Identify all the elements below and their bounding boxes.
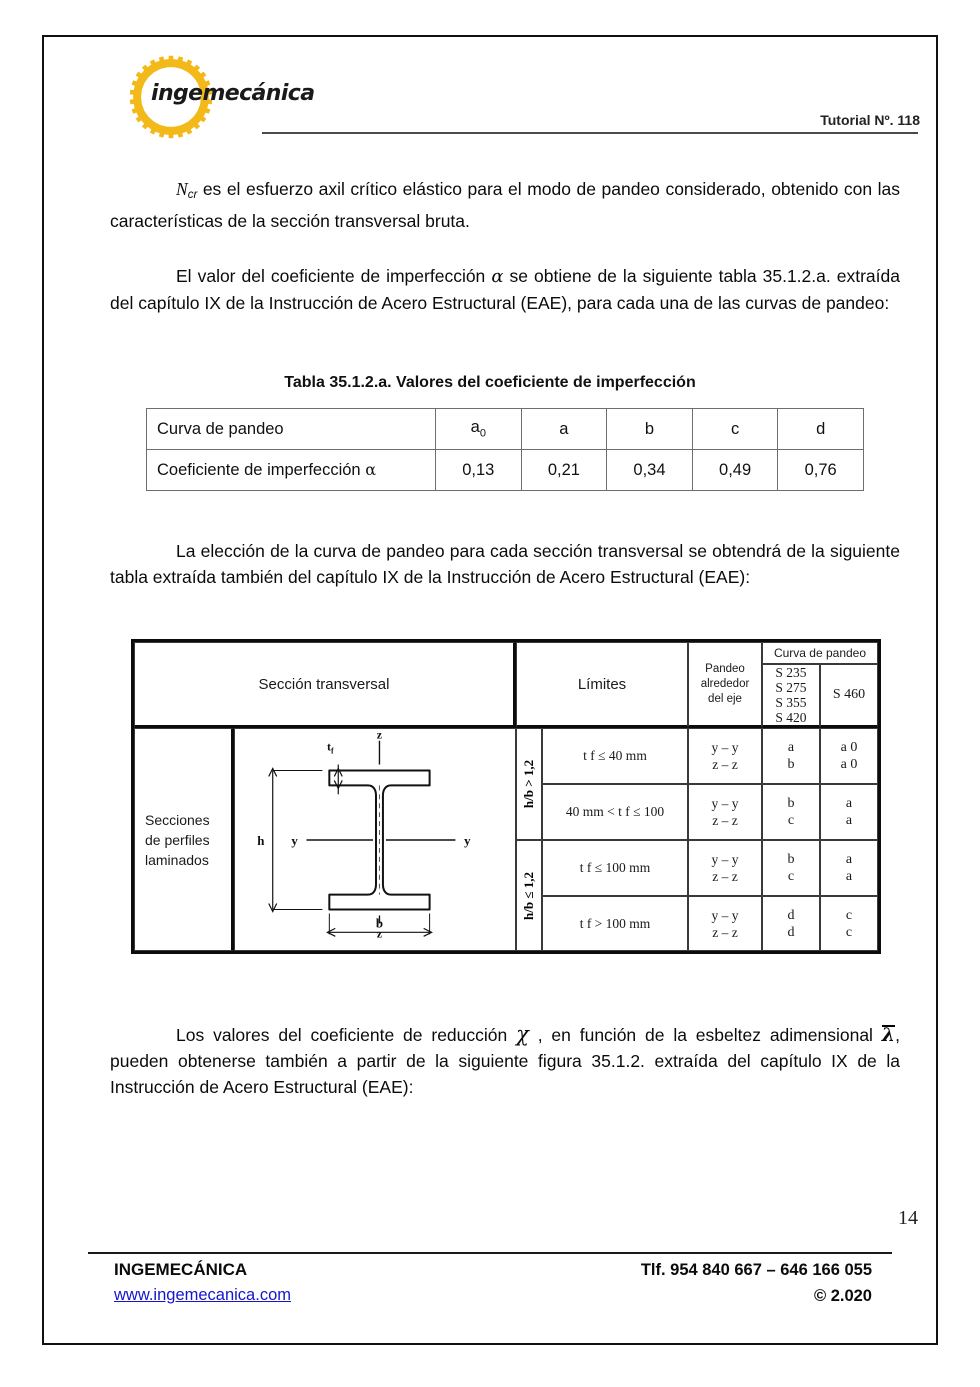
group-line2: de perfiles [145,831,210,848]
table2-limit-1: t f ≤ 40 mm [542,728,688,784]
paragraph-chi-text-a: Los valores del coeficiente de reducción [176,1025,517,1045]
page-footer [88,1258,892,1328]
paragraph-chi-text-b: , en función de la esbeltez adimensional [528,1025,882,1045]
table1-row-label-curva: Curva de pandeo [147,409,436,450]
table2-header-curva-pandeo: Curva de pandeo [762,642,878,664]
steel-s355: S 355 [775,695,807,710]
table2-axis-3: y – y z – z [688,840,762,896]
table2-limit-2: 40 mm < t f ≤ 100 [542,784,688,840]
table2-header-limites: Límites [516,642,688,728]
label-z-top: z [376,728,383,742]
table2-axis-2: y – y z – z [688,784,762,840]
table2-curve-group-3: b c [762,840,820,896]
table2-limit-4: t f > 100 mm [542,896,688,951]
table-coeficiente-imperfeccion [146,408,864,491]
alpha-symbol: α [491,266,504,287]
table2-curve-group-4: d d [762,896,820,951]
paragraph-chi-text-c: , pueden obtenerse también a partir de la siguiente figura 35.1.2. extraída del capítulo IX de la Instrucción de Acero Estructural (EAE): [110,1025,900,1097]
table1-row-label-coef: Coeficiente de imperfección α [147,450,436,491]
table2-curve-s460-4: c c [820,896,878,951]
group-line3: laminados [145,851,209,868]
table1-value-3: 0,49 [692,450,778,491]
label-z-bottom: z [376,926,383,941]
label-y-left: y [291,833,298,848]
table2-row-group-label [134,728,234,951]
table1-caption: Tabla 35.1.2.a. Valores del coeficiente de imperfección [284,374,696,391]
group-line1: Secciones [145,811,210,828]
table1-curve-a0: $a_0$ [436,409,522,450]
table-row [147,409,864,450]
footer-divider [88,1252,892,1254]
table-curvas-pandeo [131,639,881,954]
footer-copyright: © 2.020 [813,1287,872,1305]
paragraph-alpha [110,263,900,316]
table1-value-0: 0,13 [436,450,522,491]
table2-axis-4: y – y z – z [688,896,762,951]
i-beam-cross-section-figure [234,728,516,951]
label-tf: $t_f$ [327,739,334,756]
table1-curve-c: c [692,409,778,450]
table2-header-pandeo [688,642,762,728]
page-header [42,35,938,145]
label-h: h [257,833,265,848]
steel-s235: S 235 [775,665,807,680]
table2-axis-1: y – y z – z [688,728,762,784]
page-number: 14 [898,1207,918,1229]
table1-curve-a: a [521,409,607,450]
ingemecanica-logo [127,53,315,143]
steel-s420: S 420 [775,710,807,725]
footer-website-link[interactable]: www.ingemecanica.com [114,1286,291,1304]
table1-value-1: 0,21 [521,450,607,491]
paragraph-alpha-text-b: se obtiene de la siguiente tabla 35.1.2.a. extraída del capítulo IX de la Instrucción de Acero Estructural (EAE), para cada una de las curvas de pandeo: [110,266,900,313]
paragraph-ncr [110,176,900,234]
table2-ratio-label-1: h/b > 1,2 [516,728,542,840]
table2-ratio-label-2: h/b ≤ 1,2 [516,840,542,951]
alpha-symbol: α [365,460,377,479]
header-divider [262,132,918,134]
lambda-bar-symbol: λ [881,1024,896,1046]
pandeo-line3: del eje [708,692,742,705]
table1-curve-d: d [778,409,864,450]
i-beam-svg [235,728,515,951]
table2-header-steel-group [762,664,820,728]
table1-value-2: 0,34 [607,450,693,491]
paragraph-alpha-text-a: El valor del coeficiente de imperfección [176,266,492,286]
table2-curve-group-1: a b [762,728,820,784]
table2-curve-s460-1: a 0 a 0 [820,728,878,784]
table1-curve-b: b [607,409,693,450]
paragraph-ncr-text: es el esfuerzo axil crítico elástico para el modo de pandeo considerado, obtenido con las características de la sección transversal bruta. [110,179,900,231]
table-row [147,450,864,491]
ncr-subscript: cr [187,188,198,201]
steel-s275: S 275 [775,680,807,695]
table2-curve-group-2: b c [762,784,820,840]
pandeo-line1: Pandeo [705,662,745,675]
chi-symbol: χ [516,1022,529,1046]
paragraph-eleccion [110,538,900,590]
table2-header-seccion: Sección transversal [134,642,516,728]
paragraph-eleccion-text: La elección de la curva de pandeo para cada sección transversal se obtendrá de la siguiente tabla extraída también del capítulo IX de la Instrucción de Acero Estructural (EAE): [110,541,900,587]
table2-curve-s460-3: a a [820,840,878,896]
table2-limit-3: t f ≤ 100 mm [542,840,688,896]
ncr-symbol: N [176,179,188,199]
table2-header-steel-s460: S 460 [820,664,878,728]
footer-phone: Tlf. 954 840 667 – 646 166 055 [640,1261,872,1279]
label-y-right: y [464,833,471,848]
table1-value-4: 0,76 [778,450,864,491]
table2-curve-s460-2: a a [820,784,878,840]
footer-company-name: INGEMECÁNICA [114,1260,248,1279]
logo-wordmark: ingemecánica [151,81,315,106]
paragraph-chi [110,1021,900,1100]
pandeo-line2: alrededor [700,677,750,690]
tutorial-number: Tutorial Nº. 118 [820,112,920,128]
label-b: b [375,916,384,931]
